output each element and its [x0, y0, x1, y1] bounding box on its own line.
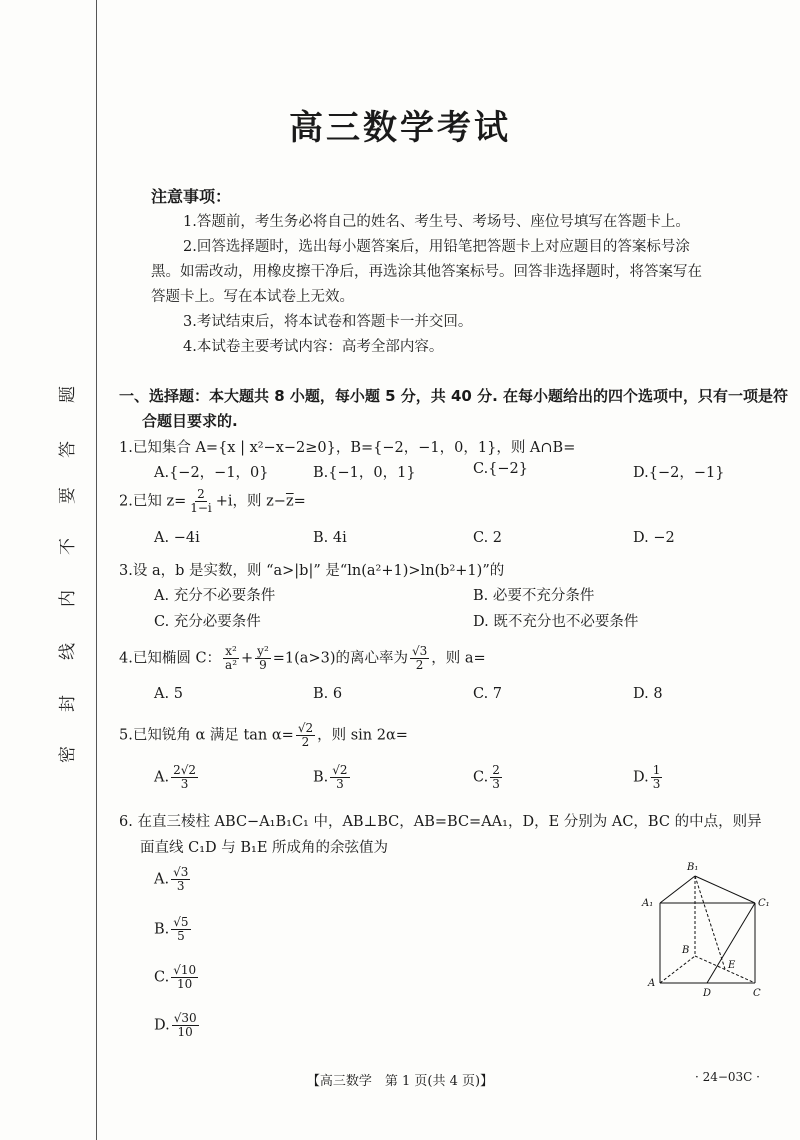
- option-fraction: [171, 764, 198, 791]
- question-4-stem: [119, 645, 486, 672]
- binding-char: 密: [58, 746, 78, 763]
- binding-char: 要: [58, 487, 78, 504]
- edge-a1-b1: [660, 876, 695, 903]
- label-c: C: [753, 988, 761, 998]
- q4-fraction-x: [223, 645, 239, 672]
- fraction-denominator: 3: [180, 777, 189, 791]
- label-a: A: [648, 978, 656, 989]
- fraction-denominator: 3: [336, 777, 344, 791]
- q6-option-b: [154, 916, 193, 943]
- notice-line: 1.答题前，考生务必将自己的姓名、考生号、考场号、座位号填写在答题卡上。: [183, 214, 690, 230]
- label-e: E: [728, 960, 736, 971]
- q1-option-c: C.{−2}: [473, 461, 529, 477]
- binding-char: 不: [58, 538, 78, 555]
- fraction-numerator: √30: [173, 1011, 197, 1025]
- option-label: A.: [154, 871, 170, 888]
- question-5-stem: [119, 722, 408, 749]
- section-heading-cont: 合题目要求的.: [142, 412, 238, 430]
- q1-option-a: A.{−2，−1，0}: [154, 465, 269, 481]
- notice-line: 黑。如需改动，用橡皮擦干净后，再选涂其他答案标号。回答非选择题时，将答案写在: [151, 264, 702, 280]
- notice-line: 3.考试结束后，将本试卷和答题卡一并交回。: [183, 314, 473, 330]
- q3-option-a: A. 充分不必要条件: [154, 588, 276, 604]
- q2-text: =: [293, 493, 306, 510]
- q3-option-c: C. 充分必要条件: [154, 614, 261, 630]
- fraction-denominator: 2: [301, 735, 310, 749]
- fraction-numerator: √3: [411, 644, 428, 658]
- option-label: A.: [154, 769, 170, 786]
- page-title: 高三数学考试: [289, 108, 511, 148]
- question-6-stem-cont: 面直线 C₁D 与 B₁E 所成角的余弦值为: [140, 840, 389, 856]
- fraction-denominator: 3: [492, 777, 500, 791]
- binding-char: 线: [58, 643, 78, 660]
- fraction-numerator: √5: [173, 915, 189, 929]
- option-label: C.: [154, 969, 170, 986]
- edge-b-c: [695, 956, 755, 983]
- notice-line: 4.本试卷主要考试内容：高考全部内容。: [183, 339, 444, 355]
- q6-option-d: [154, 1012, 201, 1039]
- question-2-stem: [119, 488, 306, 515]
- q2-conjugate: $\overline{z}$: [285, 493, 294, 510]
- fraction-denominator: 9: [259, 658, 267, 672]
- notice-line: 答题卡上。写在本试卷上无效。: [151, 289, 354, 305]
- q5-option-a: [154, 764, 200, 791]
- q2-option-a: A. −4i: [154, 530, 200, 546]
- fraction-denominator: 3: [652, 777, 661, 791]
- fraction-numerator: 2: [197, 487, 205, 501]
- binding-char: 封: [58, 695, 78, 712]
- q4-fraction-y: [255, 645, 271, 672]
- option-fraction: [490, 764, 502, 791]
- option-fraction: [171, 964, 198, 991]
- label-d: D: [703, 988, 712, 998]
- binding-char: 内: [58, 590, 78, 607]
- option-fraction: [651, 764, 663, 791]
- section-heading: 一、选择题：本大题共 8 小题，每小题 5 分，共 40 分. 在每小题给出的四个选项中，只有一项是符: [119, 387, 789, 405]
- q4-text: =1(a>3)的离心率为: [272, 650, 408, 667]
- q2-text: 2.已知 z=: [119, 493, 187, 510]
- label-c1: C₁: [758, 898, 770, 909]
- fraction-numerator: √3: [173, 865, 189, 879]
- fraction-denominator: 2: [415, 658, 424, 672]
- fraction-denominator: 5: [177, 929, 185, 943]
- q3-option-d: D. 既不充分也不必要条件: [473, 614, 639, 630]
- q2-text: +i，则 z−: [215, 493, 286, 510]
- segment-b1-e: [695, 876, 725, 969]
- q6-option-a: [154, 866, 192, 893]
- q4-fraction-e: [410, 645, 429, 672]
- q4-option-a: A. 5: [154, 686, 183, 702]
- q5-option-c: [473, 764, 504, 791]
- q5-option-d: [633, 764, 664, 791]
- q4-option-c: C. 7: [473, 686, 503, 702]
- q5-text: 5.已知锐角 α 满足 tan α=: [119, 727, 294, 744]
- binding-line: [96, 0, 97, 1140]
- fraction-numerator: 2√2: [173, 763, 197, 777]
- option-label: D.: [154, 1017, 170, 1034]
- q2-option-d: D. −2: [633, 530, 675, 546]
- q4-text: ，则 a=: [431, 650, 486, 667]
- option-label: B.: [313, 769, 329, 786]
- fraction-denominator: 1−i: [190, 501, 212, 515]
- q6-option-c: [154, 964, 200, 991]
- option-fraction: [171, 916, 190, 943]
- paper-code: · 24−03C ·: [694, 1070, 760, 1084]
- q3-option-b: B. 必要不充分条件: [473, 588, 595, 604]
- label-b: B: [682, 945, 690, 956]
- question-3-stem: 3.设 a，b 是实数，则 “a>|b|” 是“ln(a²+1)>ln(b²+1)”的: [119, 563, 505, 579]
- binding-char: 答: [58, 441, 78, 458]
- notice-heading: 注意事项：: [151, 187, 232, 206]
- q2-option-b: B. 4i: [313, 530, 347, 546]
- edge-a-b: [660, 956, 695, 983]
- q1-option-d: D.{−2，−1}: [633, 465, 725, 481]
- q2-option-c: C. 2: [473, 530, 503, 546]
- fraction-numerator: 1: [652, 763, 661, 777]
- fraction-numerator: y²: [257, 644, 269, 658]
- q4-text: +: [241, 650, 254, 667]
- question-6-stem: 6. 在直三棱柱 ABC−A₁B₁C₁ 中，AB⊥BC，AB=BC=AA₁，D，E 分别为 AC，BC 的中点，则异: [119, 814, 762, 830]
- edge-b1-c1: [695, 876, 755, 903]
- option-label: C.: [473, 769, 489, 786]
- option-fraction: [172, 1012, 199, 1039]
- q5-text: ，则 sin 2α=: [317, 727, 408, 744]
- page-footer: 【高三数学 第 1 页(共 4 页)】: [306, 1074, 494, 1089]
- label-b1: B₁: [687, 862, 699, 873]
- fraction-numerator: x²: [225, 644, 237, 658]
- label-a1: A₁: [642, 898, 654, 909]
- fraction-numerator: 2: [492, 763, 500, 777]
- q5-option-b: [313, 764, 352, 791]
- fraction-numerator: √2: [332, 763, 348, 777]
- fraction-denominator: a²: [225, 658, 238, 672]
- fraction-numerator: √2: [297, 721, 314, 735]
- option-fraction: [330, 764, 349, 791]
- option-label: D.: [633, 769, 649, 786]
- q4-option-d: D. 8: [633, 686, 663, 702]
- option-fraction: [171, 866, 190, 893]
- segment-c1-d: [707, 903, 755, 983]
- notice-line: 2.回答选择题时，选出每小题答案后，用铅笔把答题卡上对应题目的答案标号涂: [183, 239, 690, 255]
- prism-figure: [640, 858, 780, 998]
- fraction-denominator: 10: [177, 1025, 193, 1039]
- fraction-denominator: 10: [177, 977, 193, 991]
- q2-fraction: [188, 488, 214, 515]
- q1-option-b: B.{−1，0，1}: [313, 465, 416, 481]
- q5-fraction: [296, 722, 315, 749]
- q4-text: 4.已知椭圆 C：: [119, 650, 222, 667]
- option-label: B.: [154, 921, 170, 938]
- q4-option-b: B. 6: [313, 686, 343, 702]
- fraction-numerator: √10: [173, 963, 197, 977]
- fraction-denominator: 3: [176, 879, 185, 893]
- question-1-stem: 1.已知集合 A={x | x²−x−2≥0}，B={−2，−1，0，1}，则 A∩B=: [119, 440, 576, 456]
- binding-char: 题: [58, 386, 78, 403]
